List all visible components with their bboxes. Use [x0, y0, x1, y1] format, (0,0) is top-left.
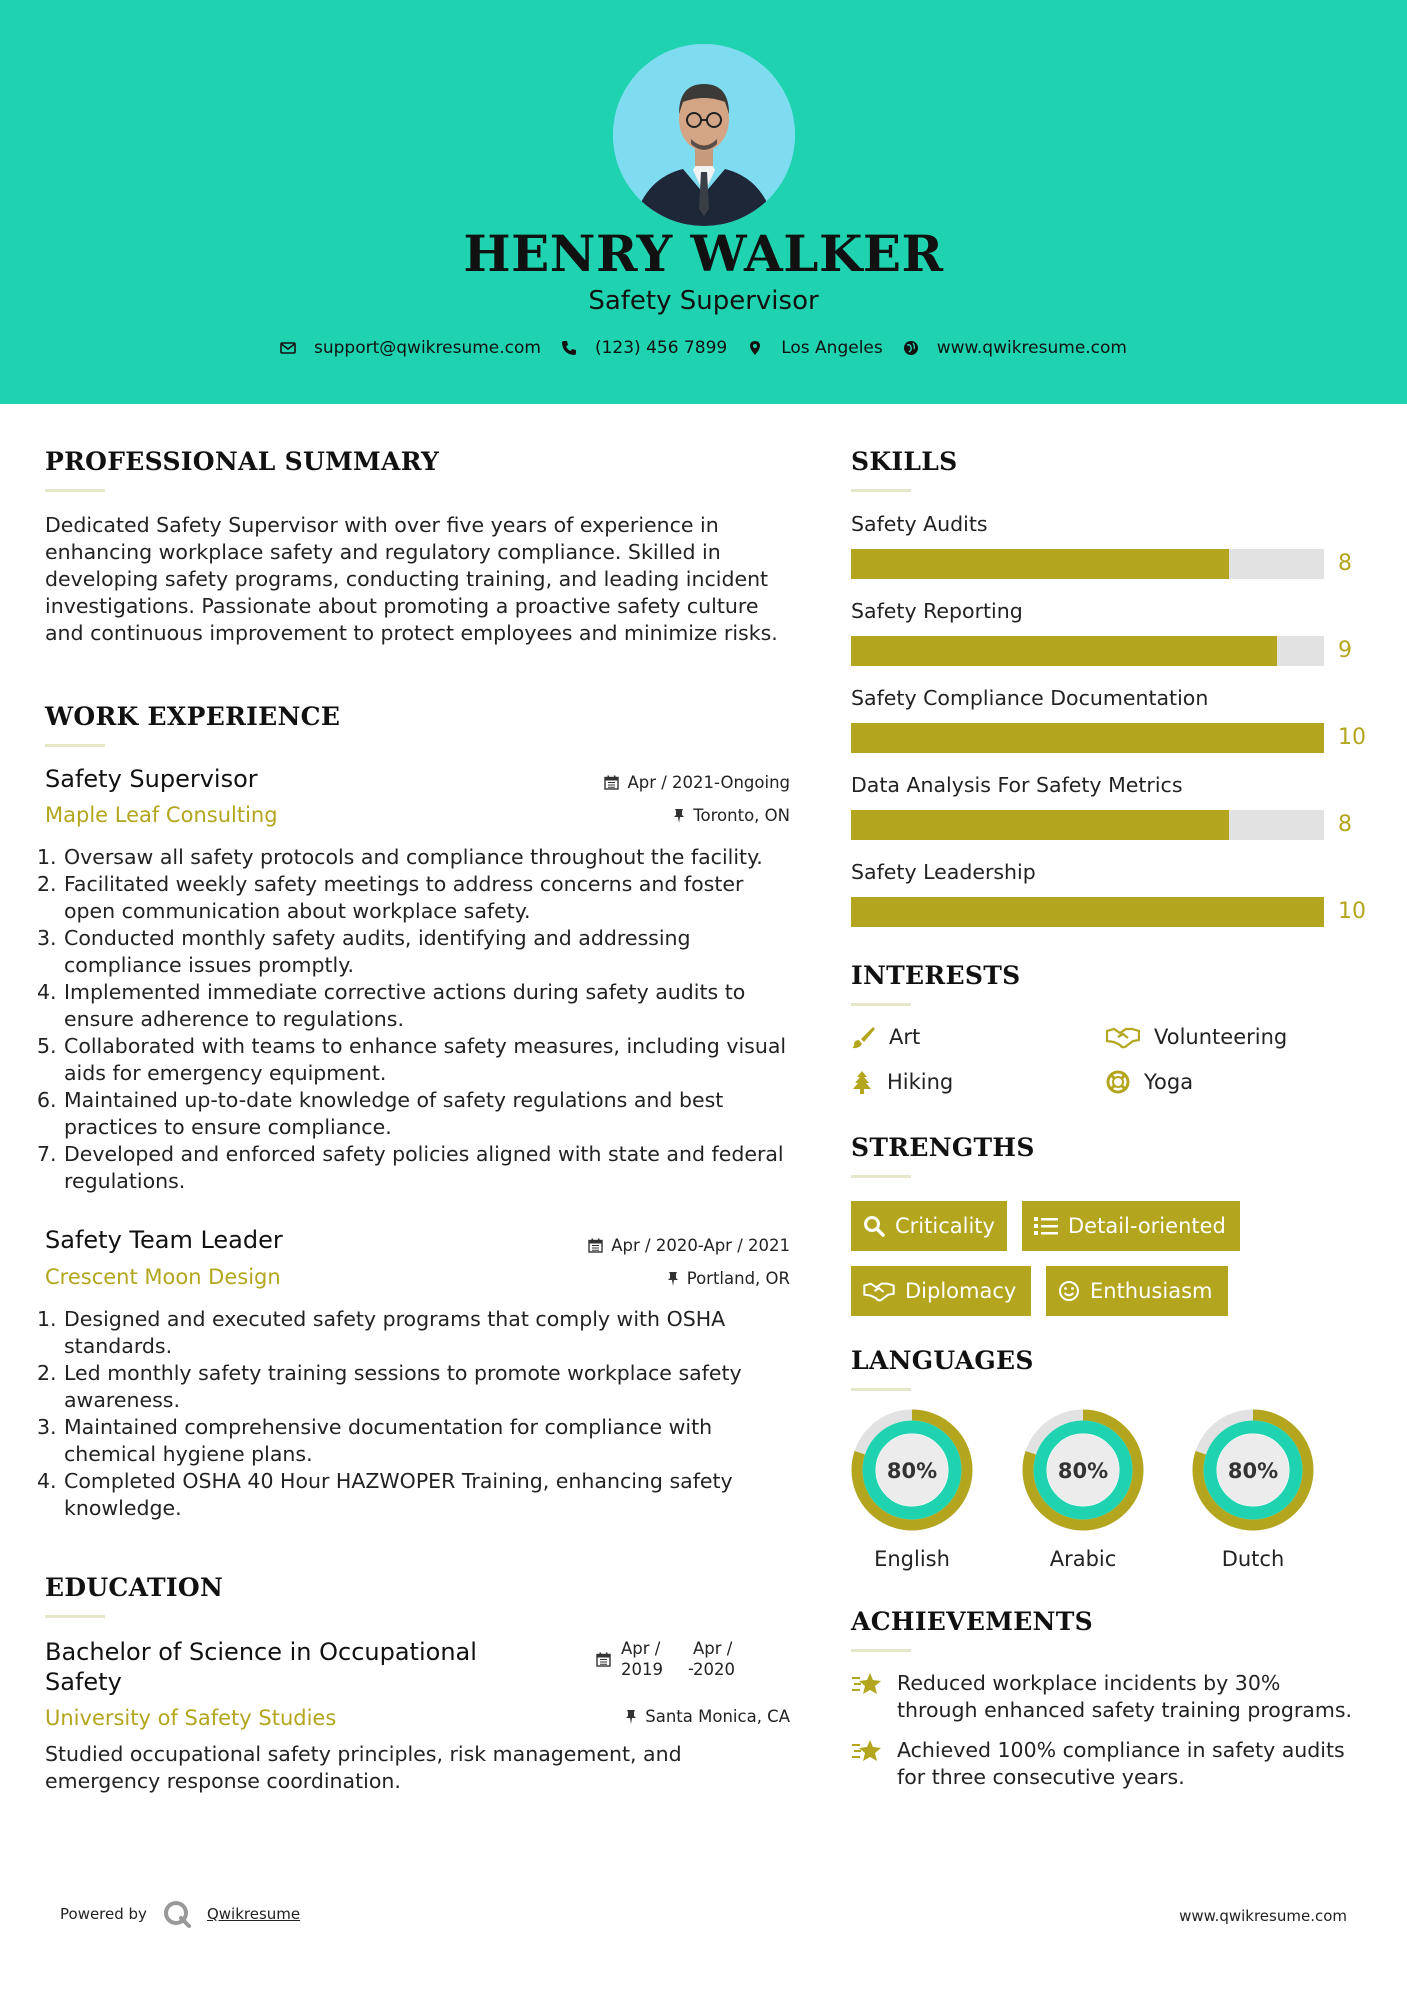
list-item: 4. Implemented immediate corrective actions during safety audits to ensure adherence to regulations. — [37, 980, 746, 1031]
school-name: University of Safety Studies — [45, 1706, 337, 1730]
company-name: Maple Leaf Consulting — [45, 803, 278, 827]
date-dash: - — [688, 1658, 694, 1678]
qwikresume-logo-icon — [161, 1898, 193, 1930]
contact-website[interactable] — [903, 338, 1127, 358]
brand-link[interactable]: Qwikresume — [206, 1905, 301, 1923]
interests-heading: INTERESTS — [851, 961, 1021, 990]
envelope-icon — [280, 340, 296, 356]
end-date: Apr / 2020 — [693, 1639, 735, 1679]
skill-label: Safety Leadership — [851, 860, 1036, 884]
job-dates — [588, 1236, 790, 1255]
education-divider — [45, 1615, 105, 1618]
handshake-icon — [863, 1280, 895, 1302]
skill-bar — [851, 897, 1324, 927]
language-name: English — [874, 1547, 950, 1571]
company-name: Crescent Moon Design — [45, 1265, 281, 1289]
list-item: 2. Facilitated weekly safety meetings to address concerns and foster open communication about workplace safety. — [37, 872, 744, 923]
achievement-text: Reduced workplace incidents by 30% through enhanced safety training programs. — [897, 1671, 1353, 1722]
list-item: 6. Maintained up-to-date knowledge of safety regulations and best practices to ensure compliance. — [37, 1088, 724, 1139]
contact-email[interactable] — [280, 338, 541, 358]
skill-bar-fill — [851, 549, 1229, 579]
location-text: Los Angeles — [781, 338, 883, 358]
list-item: 1. Designed and executed safety programs that comply with OSHA standards. — [37, 1307, 726, 1358]
skill-bar — [851, 810, 1324, 840]
job-dates — [604, 773, 790, 792]
pushpin-icon — [673, 808, 685, 824]
job-dates-text: Apr / 2020-Apr / 2021 — [611, 1236, 790, 1255]
job-location-text: Portland, OR — [686, 1269, 790, 1288]
language-percent: 80% — [1057, 1459, 1109, 1483]
lifering-icon — [1106, 1070, 1130, 1094]
list-item: 3. Maintained comprehensive documentation for compliance with chemical hygiene plans. — [37, 1415, 713, 1466]
interest-label: Volunteering — [1154, 1025, 1288, 1049]
degree-line: Bachelor of Science in Occupational — [45, 1638, 477, 1666]
interest-label: Art — [889, 1025, 921, 1049]
skill-label: Data Analysis For Safety Metrics — [851, 773, 1183, 797]
job-dates-text: Apr / 2021-Ongoing — [627, 773, 790, 792]
list-item: 1. Oversaw all safety protocols and compliance throughout the facility. — [37, 845, 763, 869]
skill-label: Safety Audits — [851, 512, 988, 536]
list-icon — [1034, 1216, 1058, 1236]
languages-divider — [851, 1388, 911, 1391]
skill-bar — [851, 723, 1324, 753]
language-item — [851, 1409, 973, 1571]
education-dates — [596, 1638, 735, 1680]
summary-heading: PROFESSIONAL SUMMARY — [45, 447, 440, 476]
degree-title — [45, 1637, 477, 1697]
skill-value: 9 — [1338, 638, 1352, 663]
phone-text: (123) 456 7899 — [594, 338, 728, 358]
skill-bar-fill — [851, 810, 1229, 840]
skill-label: Safety Reporting — [851, 599, 1023, 623]
interest-label: Yoga — [1144, 1070, 1194, 1094]
education-description: Studied occupational safety principles, risk management, and emergency response coordination. — [45, 1742, 682, 1793]
candidate-title: Safety Supervisor — [588, 286, 819, 316]
strength-label: Enthusiasm — [1090, 1279, 1213, 1303]
strength-criticality — [851, 1201, 1007, 1251]
skill-bar — [851, 549, 1324, 579]
achievement-item — [851, 1737, 1345, 1791]
smile-icon — [1058, 1280, 1080, 1302]
achievements-heading: ACHIEVEMENTS — [851, 1607, 1093, 1636]
education-location — [625, 1707, 790, 1726]
start-date: Apr / 2019 — [621, 1639, 663, 1679]
strength-label: Detail-oriented — [1068, 1214, 1226, 1238]
profile-photo — [613, 44, 795, 226]
skill-bar-fill — [851, 636, 1277, 666]
education-location-text: Santa Monica, CA — [645, 1707, 790, 1726]
skill-value: 10 — [1338, 725, 1366, 750]
language-item — [1022, 1409, 1144, 1571]
summary-divider — [45, 489, 105, 492]
language-name: Dutch — [1221, 1547, 1285, 1571]
skills-heading: SKILLS — [851, 447, 958, 476]
experience-divider — [45, 744, 105, 747]
footer-website[interactable]: www.qwikresume.com — [1179, 1907, 1347, 1925]
list-item: 7. Developed and enforced safety policies aligned with state and federal regulations. — [37, 1142, 784, 1193]
language-ring — [851, 1409, 973, 1531]
list-item: 3. Conducted monthly safety audits, identifying and addressing compliance issues promptly. — [37, 926, 691, 977]
handshake-icon — [1106, 1025, 1140, 1049]
email-text: support@qwikresume.com — [314, 338, 541, 358]
calendar-icon — [596, 1652, 611, 1667]
job-location-text: Toronto, ON — [693, 806, 790, 825]
strength-label: Diplomacy — [905, 1279, 1017, 1303]
resume-header — [0, 0, 1407, 404]
skill-value: 10 — [1338, 899, 1366, 924]
contact-location — [747, 338, 883, 358]
education-heading: EDUCATION — [45, 1573, 224, 1602]
strength-label: Criticality — [895, 1214, 995, 1238]
skill-bar-fill — [851, 897, 1324, 927]
language-name: Arabic — [1049, 1547, 1117, 1571]
search-icon — [863, 1215, 885, 1237]
strength-enthusiasm — [1046, 1266, 1228, 1316]
skill-value: 8 — [1338, 551, 1352, 576]
skill-bar — [851, 636, 1324, 666]
footer-powered-by — [60, 1898, 300, 1930]
language-item — [1192, 1409, 1314, 1571]
job-location — [667, 1269, 790, 1288]
interest-yoga — [1106, 1070, 1193, 1094]
job-duties-list — [37, 844, 797, 1195]
list-item: 2. Led monthly safety training sessions to promote workplace safety awareness. — [37, 1361, 742, 1412]
skill-label: Safety Compliance Documentation — [851, 686, 1209, 710]
language-percent: 80% — [1227, 1459, 1279, 1483]
job-title: Safety Supervisor — [45, 765, 258, 793]
star-award-icon — [851, 1670, 883, 1698]
calendar-icon — [604, 775, 619, 790]
skill-value: 8 — [1338, 812, 1352, 837]
job-title: Safety Team Leader — [45, 1226, 283, 1254]
achievement-item — [851, 1670, 1352, 1724]
strength-diplomacy — [851, 1266, 1031, 1316]
tree-icon — [851, 1070, 873, 1094]
brush-icon — [851, 1025, 875, 1049]
list-item: 5. Collaborated with teams to enhance safety measures, including visual aids for emergency equipment. — [37, 1034, 787, 1085]
interest-volunteering — [1106, 1025, 1287, 1049]
language-percent: 80% — [886, 1459, 938, 1483]
strength-detail-oriented — [1022, 1201, 1240, 1251]
skills-divider — [851, 489, 911, 492]
degree-line: Safety — [45, 1668, 122, 1696]
interests-divider — [851, 1003, 911, 1006]
skill-bar-fill — [851, 723, 1324, 753]
interest-hiking — [851, 1070, 953, 1094]
star-award-icon — [851, 1737, 883, 1765]
language-ring — [1192, 1409, 1314, 1531]
language-ring — [1022, 1409, 1144, 1531]
contact-phone[interactable] — [561, 338, 727, 358]
strengths-heading: STRENGTHS — [851, 1133, 1035, 1162]
contact-bar — [0, 338, 1407, 358]
interest-label: Hiking — [887, 1070, 954, 1094]
candidate-name: HENRY WALKER — [463, 224, 944, 283]
achievement-text: Achieved 100% compliance in safety audits for three consecutive years. — [897, 1738, 1345, 1789]
job-location — [673, 806, 790, 825]
achievements-divider — [851, 1649, 911, 1652]
calendar-icon — [588, 1238, 603, 1253]
summary-text: Dedicated Safety Supervisor with over five years of experience in enhancing workplace safety and regulatory compliance. Skilled in developing safety programs, conducting training, and leading incident investigations. Passionate about promoting a proactive safety culture and continuous improvement to protect employees and minimize risks. — [45, 513, 778, 645]
phone-icon — [561, 340, 577, 356]
strengths-divider — [851, 1175, 911, 1178]
globe-icon — [903, 340, 919, 356]
experience-heading: WORK EXPERIENCE — [45, 702, 341, 731]
languages-heading: LANGUAGES — [851, 1346, 1034, 1375]
job-duties-list — [37, 1306, 777, 1522]
website-text: www.qwikresume.com — [936, 338, 1127, 358]
list-item: 4. Completed OSHA 40 Hour HAZWOPER Training, enhancing safety knowledge. — [37, 1469, 733, 1520]
powered-by-text: Powered by — [60, 1905, 147, 1923]
pushpin-icon — [667, 1271, 679, 1287]
interest-art — [851, 1025, 920, 1049]
pushpin-icon — [625, 1709, 637, 1725]
map-pin-icon — [747, 340, 763, 356]
